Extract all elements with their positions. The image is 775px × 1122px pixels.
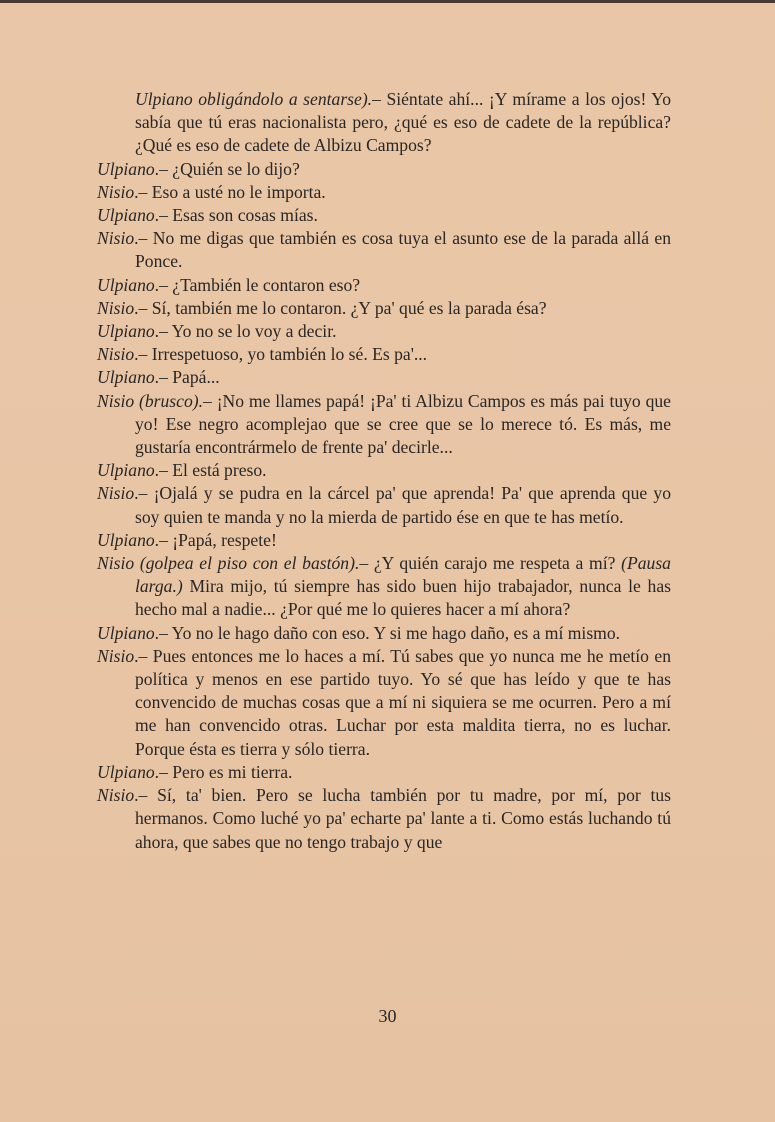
line-text: ¿Quién se lo dijo? (172, 158, 300, 179)
dialogue-entry: Nisio.– Irrespetuoso, yo también lo sé. Es pa'... (97, 344, 428, 365)
dialogue-entry: Ulpiano.– ¡Papá, respete! (97, 529, 277, 550)
line-text: ¿También le contaron eso? (172, 274, 361, 295)
dialogue-entry: Ulpiano.– Yo no se lo voy a decir. (97, 321, 337, 342)
line-text: Papá... (172, 367, 220, 388)
speaker: Ulpiano obligándolo a sentarse). (135, 89, 373, 109)
line-text: ¿Y quién carajo me respeta a mí? (373, 553, 616, 574)
dialogue-entry: Ulpiano.– Esas son cosas mías. (97, 205, 318, 226)
line-text: Siéntate ahí... ¡Y mírame a los ojos! Yo sabía que tú eras nacionalista pero, ¿qué es eso de cadete de la república? ¿Qué es eso de cadete de Albizu Campos? (135, 89, 671, 156)
speaker: Ulpiano (97, 761, 155, 782)
speaker: Ulpiano (97, 529, 155, 550)
dialogue-entry: Ulpiano.– Pero es mi tierra. (97, 761, 293, 782)
speaker: Ulpiano (97, 158, 155, 179)
dialogue-entry: Ulpiano.– ¿Quién se lo dijo? (97, 158, 300, 179)
speaker: Nisio (97, 344, 135, 365)
line-text: Irrespetuoso, yo también lo sé. Es pa'... (151, 344, 428, 365)
line-text: ¡Ojalá y se pudra en la cárcel pa' que aprenda! Pa' que aprenda que yo soy quien te manda y no la mierda de partido ése en que te has metío. (135, 483, 671, 527)
speaker: Ulpiano (97, 274, 155, 295)
speaker: Nisio (brusco). (97, 390, 204, 411)
speaker: Nisio (97, 228, 135, 249)
line-text: Pues entonces me lo haces a mí. Tú sabes que yo nunca me he metío en política y menos en ese partido tuyo. Yo sé que has leído y que te has convencido de muchas cosas que a mí ni siquiera se me ocurren. Pero a mí me han convencido otras. Luchar por esta maldita tierra, no es luchar. Porque ésta es tierra y sólo tierra. (135, 645, 671, 759)
speaker: Ulpiano (97, 321, 155, 342)
dialogue-entry: Nisio (brusco).– ¡No me llames papá! ¡Pa' ti Albizu Campos es más pai tuyo que yo! Ese negro acomplejao que se cree que se lo merece tó. Es más, me gustaría encontrármelo de frente pa' decirle... (97, 390, 671, 458)
line-text: ¡Papá, respete! (172, 529, 277, 550)
dialogue-entry: Ulpiano obligándolo a sentarse).– Siéntate ahí... ¡Y mírame a los ojos! Yo sabía que tú eras nacionalista pero, ¿qué es eso de cadete de la república? ¿Qué es eso de cadete de Albizu Campos? (135, 89, 671, 156)
speaker: Ulpiano (97, 367, 155, 388)
speaker: Nisio (97, 785, 135, 806)
line-text: Eso a usté no le importa. (151, 181, 326, 202)
speaker: Nisio (97, 181, 135, 202)
dialogue-entry: Ulpiano.– Papá... (97, 367, 220, 388)
line-text: Yo no le hago daño con eso. Y si me hago daño, es a mí mismo. (171, 622, 621, 643)
speaker: Ulpiano (97, 205, 155, 226)
line-text: Pero es mi tierra. (172, 761, 293, 782)
line-text: ¡No me llames papá! ¡Pa' ti Albizu Campos es más pai tuyo que yo! Ese negro acomplejao que se cree que se lo merece tó. Es más, me gustaría encontrármelo de frente pa' decirle... (135, 390, 671, 458)
speaker: Nisio (97, 645, 135, 666)
play-dialogue (97, 88, 671, 854)
dialogue-entry: Nisio.– No me digas que también es cosa tuya el asunto ese de la parada allá en Ponce. (97, 228, 671, 272)
speaker: Nisio (97, 297, 135, 318)
speaker: Ulpiano (97, 622, 155, 643)
dialogue-entry: Ulpiano.– ¿También le contaron eso? (97, 274, 361, 295)
dialogue-entry: Ulpiano.– El está preso. (97, 460, 267, 481)
page-number: 30 (378, 1006, 397, 1026)
stage-direction: (Pausa larga.) (135, 553, 671, 597)
line-text: El está preso. (172, 460, 267, 481)
dialogue-entry: Ulpiano.– Yo no le hago daño con eso. Y si me hago daño, es a mí mismo. (97, 622, 621, 643)
dialogue-entry: Nisio (golpea el piso con el bastón).– ¿Y quién carajo me respeta a mí? (Pausa larga.) Mira mijo, tú siempre has sido buen hijo trabajador, nunca le has hecho mal a nadie... ¿Por qué me lo quieres hacer a mí ahora? (97, 553, 671, 620)
speaker: Nisio (golpea el piso con el bastón). (97, 553, 360, 574)
line-text: Sí, también me lo contaron. ¿Y pa' qué es la parada ésa? (151, 297, 547, 318)
line-text: Mira mijo, tú siempre has sido buen hijo trabajador, nunca le has hecho mal a nadie... ¿Por qué me lo quieres hacer a mí ahora? (135, 576, 671, 620)
dialogue-entry: Nisio.– Sí, ta' bien. Pero se lucha también por tu madre, por mí, por tus hermanos. Como luché yo pa' echarte pa' lante a ti. Como estás luchando tú ahora, que sabes que no tengo trabajo y que (97, 785, 672, 852)
dialogue-entry: Nisio.– Pues entonces me lo haces a mí. Tú sabes que yo nunca me he metío en política y menos en ese partido tuyo. Yo sé que has leído y que te has convencido de muchas cosas que a mí ni siquiera se me ocurren. Pero a mí me han convencido otras. Luchar por esta maldita tierra, no es luchar. Porque ésta es tierra y sólo tierra. (97, 645, 671, 759)
line-text: Sí, ta' bien. Pero se lucha también por tu madre, por mí, por tus hermanos. Como luché yo pa' echarte pa' lante a ti. Como estás luchando tú ahora, que sabes que no tengo trabajo y que (135, 785, 672, 852)
page-top-edge (0, 0, 775, 3)
speaker: Ulpiano (97, 460, 155, 481)
dialogue-entry: Nisio.– ¡Ojalá y se pudra en la cárcel pa' que aprenda! Pa' que aprenda que yo soy quien te manda y no la mierda de partido ése en que te has metío. (97, 483, 671, 527)
line-text: Esas son cosas mías. (172, 205, 318, 226)
dialogue-entry: Nisio.– Eso a usté no le importa. (97, 181, 326, 202)
line-text: No me digas que también es cosa tuya el asunto ese de la parada allá en Ponce. (135, 228, 671, 272)
dialogue-entry: Nisio.– Sí, también me lo contaron. ¿Y pa' qué es la parada ésa? (97, 297, 547, 318)
speaker: Nisio (97, 483, 135, 504)
line-text: Yo no se lo voy a decir. (171, 321, 337, 342)
